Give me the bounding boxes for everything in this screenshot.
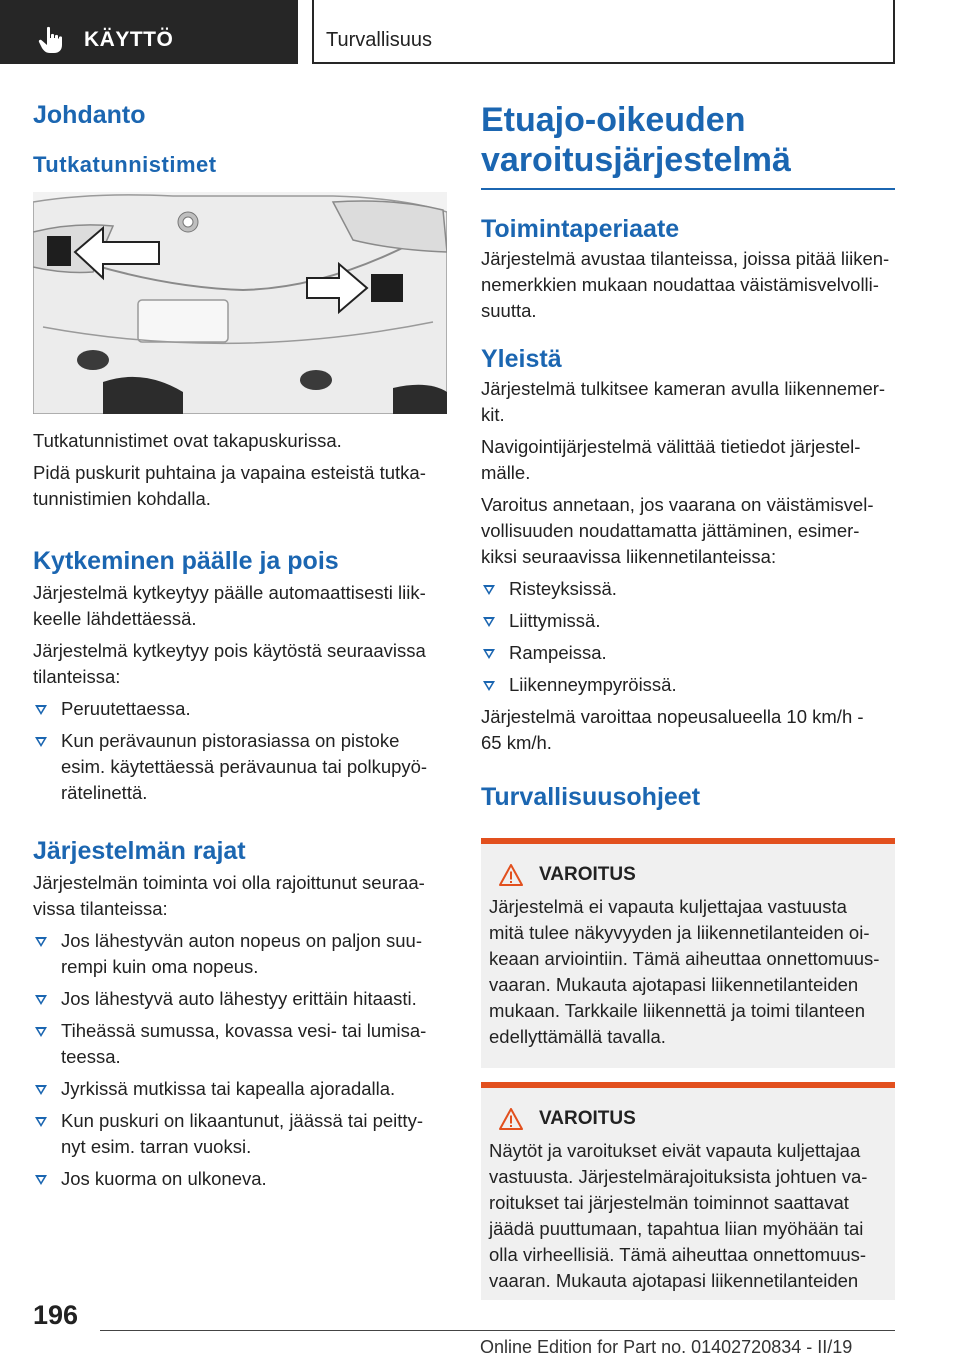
right-column xyxy=(481,100,895,1300)
bullet-triangle-icon xyxy=(35,737,47,747)
bullet-triangle-icon xyxy=(35,937,47,947)
warning-triangle-icon xyxy=(499,1108,523,1130)
intro-heading: Johdanto xyxy=(33,101,146,129)
limits-list xyxy=(33,928,447,1192)
general-text-3: Varoitus annetaan, jos vaarana on väistämisvel- vollisuuden noudattamatta jättäminen, esimer- kiksi seuraavissa liikennetilanteissa: xyxy=(481,494,874,567)
header-divider xyxy=(312,0,314,64)
limits-heading: Järjestelmän rajat xyxy=(33,837,246,865)
rear-bumper-figure xyxy=(33,192,447,414)
bullet-triangle-icon xyxy=(483,585,495,595)
list-item: Kun puskuri on likaantunut, jäässä tai peitty- nyt esim. tarran vuoksi. xyxy=(33,1108,447,1160)
section-tab xyxy=(0,0,298,64)
bullet-triangle-icon xyxy=(35,1085,47,1095)
bullet-triangle-icon xyxy=(35,705,47,715)
bullet-triangle-icon xyxy=(483,681,495,691)
bullet-triangle-icon xyxy=(35,1117,47,1127)
switch-off-text: Järjestelmä kytkeytyy pois käytöstä seuraavissa tilanteissa: xyxy=(33,640,426,687)
list-item: Liikenneympyröissä. xyxy=(481,672,895,698)
safety-heading: Turvallisuusohjeet xyxy=(481,783,701,811)
principle-heading: Toimintaperiaate xyxy=(481,215,680,243)
edition-text: Online Edition for Part no. 01402720834 - II/19 xyxy=(480,1337,853,1357)
list-item: Jyrkissä mutkissa tai kapealla ajoradalla. xyxy=(33,1076,447,1102)
list-item: Kun perävaunun pistorasiassa on pistoke esim. käytettäessä perävaunua tai polkupyö- rätelinettä. xyxy=(33,728,447,806)
warning-box xyxy=(481,1082,895,1300)
section-label: KÄYTTÖ xyxy=(84,28,174,51)
warning-title: VAROITUS xyxy=(539,864,636,885)
bullet-triangle-icon xyxy=(35,1027,47,1037)
header-end-divider xyxy=(893,0,895,64)
right-sensor-marker xyxy=(371,274,403,302)
bullet-triangle-icon xyxy=(35,995,47,1005)
list-item: Jos kuorma on ulkoneva. xyxy=(33,1166,447,1192)
sensors-subheading: Tutkatunnistimet xyxy=(33,152,217,177)
warning-text: Järjestelmä ei vapauta kuljettajaa vastuusta mitä tulee näkyvyyden ja liikennetilanteiden oi- keaan arviointiin. Tämä aiheuttaa onnettomuus- vaaran. Mukauta ajotapasi liikennetilanteiden mukaan. Tarkkaile liikennettä ja toimi tilanteen edellyttämällä tavalla. xyxy=(489,896,880,1047)
bullet-triangle-icon xyxy=(483,649,495,659)
warning-title: VAROITUS xyxy=(539,1108,636,1129)
speed-range-text: Järjestelmä varoittaa nopeusalueella 10 km/h - 65 km/h. xyxy=(481,706,864,753)
general-heading: Yleistä xyxy=(481,345,562,373)
page-title: Etuajo-oikeuden varoitusjärjestelmä xyxy=(481,101,791,179)
list-item: Tiheässä sumussa, kovassa vesi- tai lumisa- teessa. xyxy=(33,1018,447,1070)
title-rule xyxy=(481,188,895,190)
bullet-triangle-icon xyxy=(483,617,495,627)
traffic-situations-list xyxy=(481,576,895,698)
switch-on-text: Järjestelmä kytkeytyy päälle automaattisesti liik- keelle lähdettäessä. xyxy=(33,582,426,629)
hand-pointer-icon xyxy=(38,26,64,54)
left-column xyxy=(33,100,447,1192)
list-item: Rampeissa. xyxy=(481,640,895,666)
list-item: Liittymissä. xyxy=(481,608,895,634)
chapter-title: Turvallisuus xyxy=(326,29,432,51)
footer-rule xyxy=(100,1330,895,1331)
limits-intro-text: Järjestelmän toiminta voi olla rajoittunut seuraa- vissa tilanteissa: xyxy=(33,872,425,919)
switch-heading: Kytkeminen päälle ja pois xyxy=(33,547,339,575)
list-item: Jos lähestyvän auton nopeus on paljon suu- rempi kuin oma nopeus. xyxy=(33,928,447,980)
list-item: Peruutettaessa. xyxy=(33,696,447,722)
bullet-triangle-icon xyxy=(35,1175,47,1185)
list-item: Jos lähestyvä auto lähestyy erittäin hitaasti. xyxy=(33,986,447,1012)
sensors-clean-text: Pidä puskurit puhtaina ja vapaina esteistä tutka- tunnistimien kohdalla. xyxy=(33,462,426,509)
header-underline xyxy=(312,62,895,64)
general-text-1: Järjestelmä tulkitsee kameran avulla liikennemer- kit. xyxy=(481,378,886,425)
warning-text: Näytöt ja varoitukset eivät vapauta kuljettajaa vastuusta. Järjestelmärajoituksista johtuen va- roitukset tai järjestelmän toiminnot saattavat jäädä puuttumaan, tapahtua liian myöhään tai olla virheellisiä. Tämä aiheuttaa onnettomuus- vaaran. Mukauta ajotapasi liikennetilanteiden xyxy=(489,1140,868,1291)
warning-triangle-icon xyxy=(499,864,523,886)
rear-bumper-illustration xyxy=(33,192,447,414)
list-item: Risteyksissä. xyxy=(481,576,895,602)
principle-text: Järjestelmä avustaa tilanteissa, joissa pitää liiken- nemerkkien mukaan noudattaa väistämisvelvolli- suutta. xyxy=(481,248,890,321)
switch-off-list xyxy=(33,696,447,806)
general-text-2: Navigointijärjestelmä välittää tietiedot järjestel- mälle. xyxy=(481,436,861,483)
left-sensor-marker xyxy=(47,236,71,266)
warning-header xyxy=(499,1108,887,1130)
warning-box xyxy=(481,838,895,1068)
sensors-location-text: Tutkatunnistimet ovat takapuskurissa. xyxy=(33,430,342,451)
page-number: 196 xyxy=(33,1300,79,1330)
warning-header xyxy=(499,864,887,886)
